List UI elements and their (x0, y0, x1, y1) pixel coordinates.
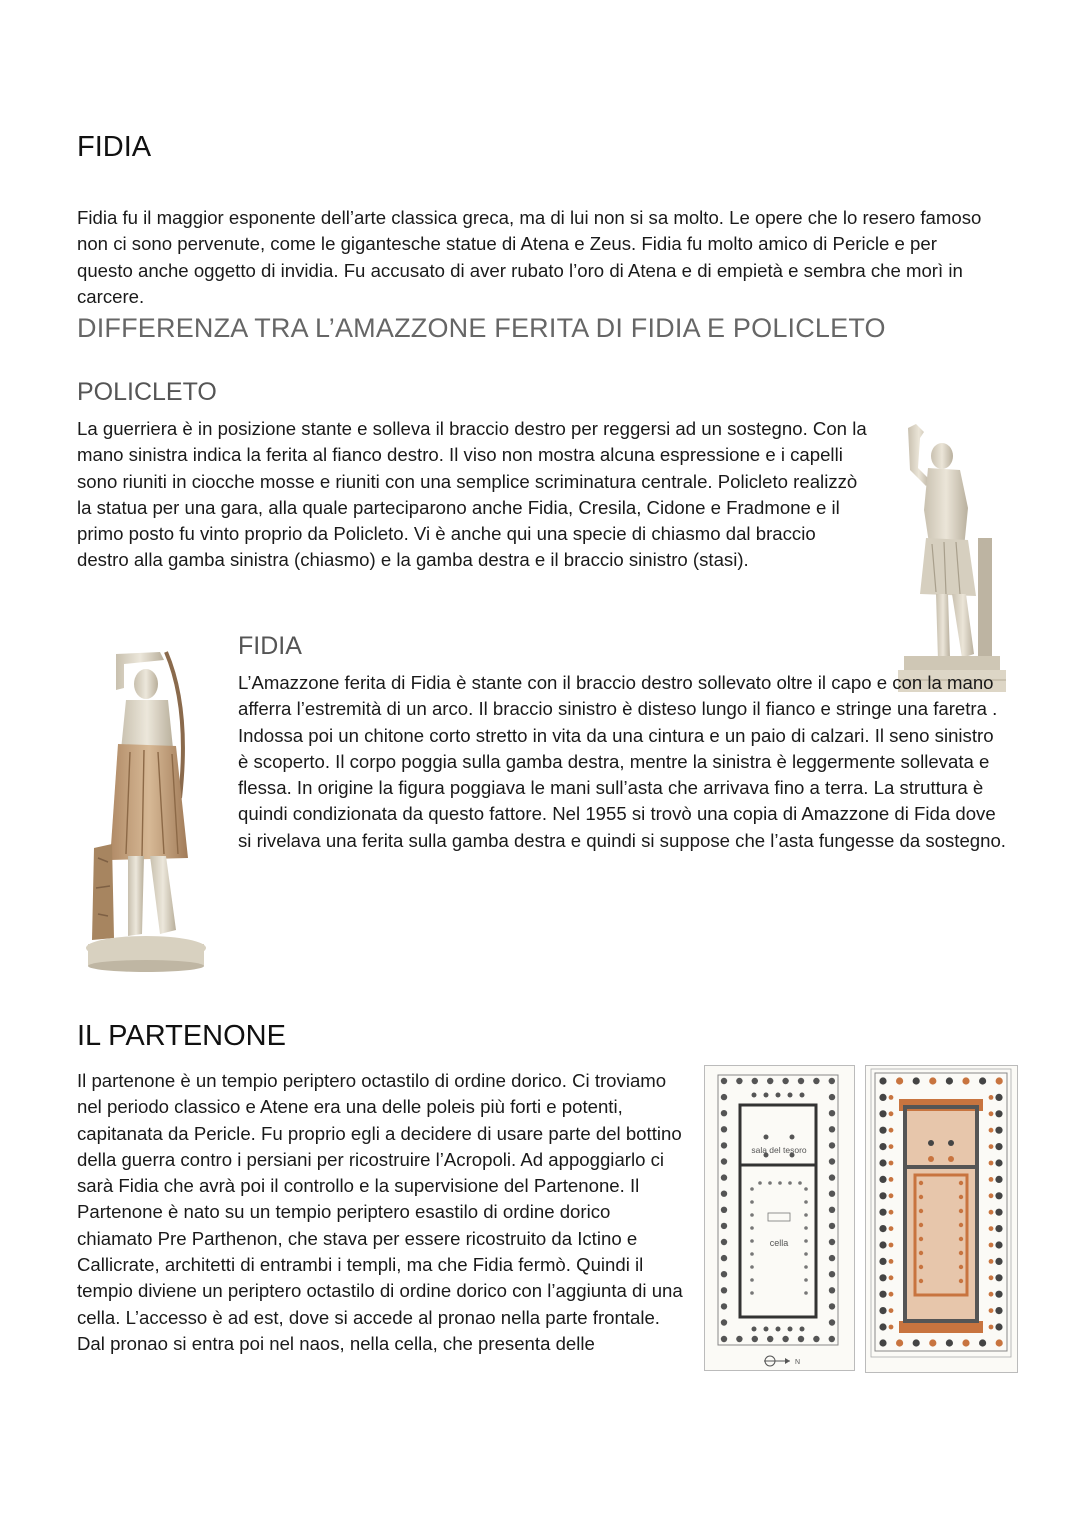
fidia-amazon-statue-image (80, 648, 210, 973)
parthenon-heading: IL PARTENONE (77, 1020, 286, 1052)
treasury-label: sala del tesoro (751, 1145, 807, 1155)
policleto-paragraph: La guerriera è in posizione stante e solleva il braccio destro per reggersi ad un sostegno. Con la mano sinistra indica la ferita al fianco destro. Il viso non mostra alcuna espressione e i capelli sono riuniti in ciocche mosse e riuniti con una semplice scriminatura centrale. Policleto realizzò la statua per una gara, alla quale parteciparono anche Fidia, Cresila, Cidone e Fradmone e il primo posto fu vinto proprio da Policleto. Vi è anche qui una specie di chiasmo dal braccio destro alla gamba sinistra (chiasmo) e la gamba destra e il braccio sinistro (stasi). (77, 418, 867, 571)
cella-label: cella (769, 1238, 789, 1248)
fidia-amazon-paragraph: L’Amazzone ferita di Fidia è stante con il braccio destro sollevato oltre il capo e con la mano afferra l’estremità di un arco. Il braccio sinistro è disteso lungo il fianco e stringe una faretra . Indossa poi un chitone corto stretto in vita da una cintura e un paio di calzari. Il seno sinistro è scoperto. Il corpo poggia sulla gamba destra, mentre la sinistra è leggermente sollevata e flessa. In origine la figura poggiava le mani sull’asta che arrivava fino a terra. La struttura è quindi condizionata da questo fattore. Nel 1955 si trovò una copia di Amazzone di Fida dove si rivelava una ferita sulla gamba destra e quindi si suppose che l’asta fungesse da sostegno. (238, 672, 1006, 851)
parthenon-paragraph: Il partenone è un tempio periptero octastilo di ordine dorico. Ci troviamo nel periodo classico e Atene era una delle poleis più forti e potenti, capitanata da Pericle. Fu proprio egli a decidere di usare parte del bottino della guerra contro i persiani per ricostruire l’Acropoli. Ad appoggiarlo ci sarà Fidia che avrà poi il controllo e la supervisione del Partenone. Il Partenone è nato su un tempio periptero esastilo di ordine dorico chiamato Pre Parthenon, che stava per essere ricostruito da Ictino e Callicrate, architetti di entrambi i templi, ma che Fidia fermò. Quindi il tempio diviene un periptero octastilo di ordine dorico con l’aggiunta di una cella. L’accesso è ad est, dove si accede al pronao nella parte frontale. Dal pronao si entra poi nel naos, nella cella, che presenta delle (77, 1070, 683, 1354)
parthenon-floor-plan (704, 1065, 855, 1371)
policleto-amazon-statue-image (880, 418, 1010, 698)
north-label: N (795, 1359, 801, 1366)
fidia-amazon-heading: FIDIA (238, 632, 302, 660)
page-title: FIDIA (77, 131, 152, 163)
parthenon-colored-floor-plan (865, 1065, 1018, 1373)
intro-paragraph: Fidia fu il maggior esponente dell’arte classica greca, ma di lui non si sa molto. Le opere che lo resero famoso non ci sono pervenute, come le gigantesche statue di Atena e Zeus. Fidia fu molto amico di Pericle e per questo anche oggetto di invidia. Fu accusato di aver rubato l’oro di Atena e di empietà e sembra che morì in carcere. (77, 207, 982, 307)
comparison-heading: DIFFERENZA TRA L’AMAZZONE FERITA DI FIDIA E POLICLETO (77, 313, 886, 343)
policleto-heading: POLICLETO (77, 378, 217, 406)
